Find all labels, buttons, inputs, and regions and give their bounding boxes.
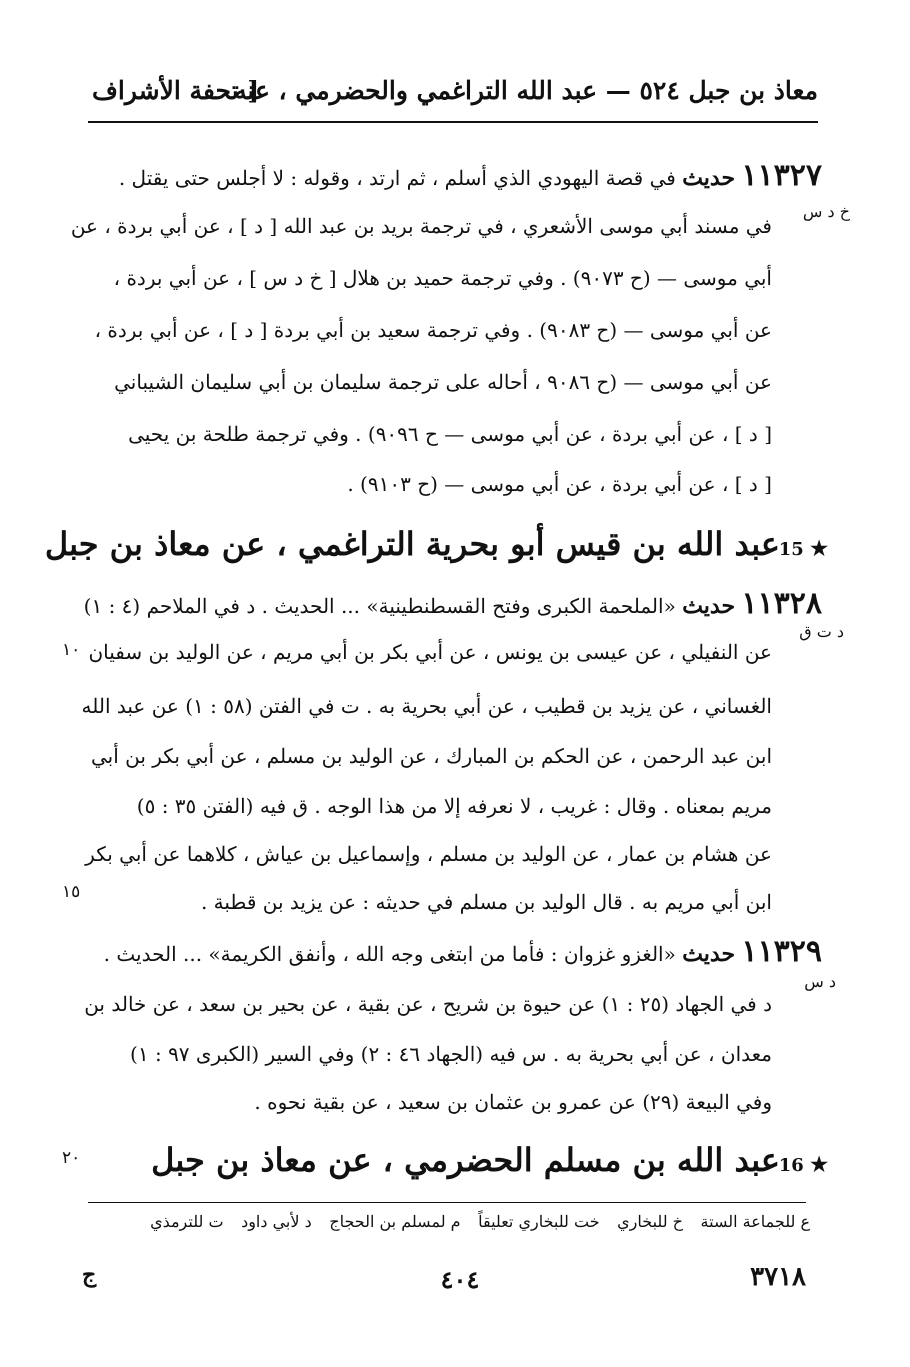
narrator-entry-number — [779, 1152, 832, 1176]
text-line: د في الجهاد (٢٥ : ١) عن حيوة بن شريح ، عن بقية ، عن بحير بن سعد ، عن خالد بن — [84, 992, 772, 1016]
hadith-label: حديث — [682, 941, 736, 967]
footer-divider — [88, 1202, 806, 1203]
volume-code: ٣٧١٨ — [750, 1262, 806, 1292]
header-book-title: [ تحفة الأشراف — [92, 76, 260, 105]
text-line: [ د ] ، عن أبي بردة ، عن أبي موسى — (ح ٩١٠٣) . — [347, 472, 772, 496]
text-line: عن أبي موسى — (ح ٩٠٨٦ ، أحاله على ترجمة سليمان بن أبي سليمان الشيباني — [114, 370, 772, 394]
star-icon: ★ — [810, 536, 828, 560]
hadith-sigla: د س — [804, 972, 836, 991]
star-icon: ★ — [810, 1152, 828, 1176]
line-number: ١٥ — [62, 882, 81, 902]
narrator-heading — [45, 522, 780, 566]
hadith-number: ١١٣٢٩ — [741, 934, 822, 969]
text-line: عن النفيلي ، عن عيسى بن يونس ، عن أبي بكر بن أبي مريم ، عن الوليد بن سفيان — [88, 640, 772, 664]
sigla-key — [150, 1212, 810, 1231]
sigla-key-item: ت للترمذي — [150, 1212, 224, 1231]
running-header — [92, 70, 818, 116]
text-line: معدان ، عن أبي بحرية به . س فيه (الجهاد ٤٦ : ٢) وفي السير (الكبرى ٩٧ : ١) — [130, 1042, 772, 1066]
text-line: في مسند أبي موسى الأشعري ، في ترجمة بريد بن عبد الله [ د ] ، عن أبي بردة ، عن — [70, 214, 772, 238]
sigla-key-item: د لأبي داود — [241, 1212, 312, 1231]
page-number: ٤٠٤ — [440, 1265, 480, 1294]
hadith-1328-first-line — [84, 588, 822, 622]
text-line: وفي البيعة (٢٩) عن عمرو بن عثمان بن سعيد ، عن بقية نحوه . — [254, 1090, 772, 1114]
sigla-key-item: خ للبخاري — [617, 1212, 683, 1231]
narrator-name: عبد الله بن مسلم الحضرمي ، عن معاذ بن جبل — [151, 1141, 780, 1179]
narrator-number: 15 — [778, 539, 804, 560]
hadith-label: حديث — [682, 593, 736, 619]
sigla-key-item: ع للجماعة الستة — [700, 1212, 810, 1231]
hadith-number: ١١٣٢٧ — [741, 158, 822, 193]
narrator-name: عبد الله بن قيس أبو بحرية التراغمي ، عن معاذ بن جبل — [44, 525, 780, 563]
line-number: ٢٠ — [62, 1148, 81, 1168]
narrator-number: 16 — [778, 1155, 804, 1176]
hadith-text: «الغزو غزوان : فأما من ابتغى وجه الله ، وأنفق الكريمة» ... الحديث . — [103, 942, 676, 966]
hadith-label: حديث — [682, 165, 736, 191]
text-line: عن أبي موسى — (ح ٩٠٨٣) . وفي ترجمة سعيد بن أبي بردة [ د ] ، عن أبي بردة ، — [94, 318, 772, 342]
hadith-1329-first-line — [104, 936, 822, 970]
text-line: عن هشام بن عمار ، عن الوليد بن مسلم ، وإسماعيل بن عياش ، كلاهما عن أبي بكر — [85, 842, 772, 866]
header-divider — [88, 121, 818, 123]
hadith-sigla: خ د س — [802, 202, 850, 221]
narrator-heading — [151, 1138, 780, 1182]
header-chapter-title: معاذ بن جبل ٥٢٤ — عبد الله التراغمي والحضرمي ، عنه — [234, 76, 818, 105]
narrator-entry-number — [779, 536, 832, 560]
text-line: ابن أبي مريم به . قال الوليد بن مسلم في حديثه : عن يزيد بن قطبة . — [200, 890, 772, 914]
sigla-key-item: خت للبخاري تعليقاً — [478, 1212, 600, 1231]
hadith-text: في قصة اليهودي الذي أسلم ، ثم ارتد ، وقوله : لا أجلس حتى يقتل . — [118, 166, 676, 190]
line-number: ١٠ — [62, 640, 81, 660]
signature-mark: ج — [82, 1262, 97, 1288]
text-line: الغساني ، عن يزيد بن قطيب ، عن أبي بحرية به . ت في الفتن (٥٨ : ١) عن عبد الله — [81, 694, 772, 718]
hadith-sigla: د ت ق — [799, 622, 844, 641]
text-line: [ د ] ، عن أبي بردة ، عن أبي موسى — ح ٩٠٩٦) . وفي ترجمة طلحة بن يحيى — [128, 422, 772, 446]
hadith-number: ١١٣٢٨ — [741, 586, 822, 621]
text-line: ابن عبد الرحمن ، عن الحكم بن المبارك ، عن الوليد بن مسلم ، عن أبي بكر بن أبي — [90, 744, 772, 768]
sigla-key-item: م لمسلم بن الحجاج — [329, 1212, 461, 1231]
hadith-text: «الملحمة الكبرى وفتح القسطنطينية» ... الحديث . د في الملاحم (٤ : ١) — [83, 594, 676, 618]
text-line: مريم بمعناه . وقال : غريب ، لا نعرفه إلا من هذا الوجه . ق فيه (الفتن ٣٥ : ٥) — [136, 794, 772, 818]
text-line: أبي موسى — (ح ٩٠٧٣) . وفي ترجمة حميد بن هلال [ خ د س ] ، عن أبي بردة ، — [113, 266, 772, 290]
hadith-1327-first-line — [119, 160, 822, 194]
